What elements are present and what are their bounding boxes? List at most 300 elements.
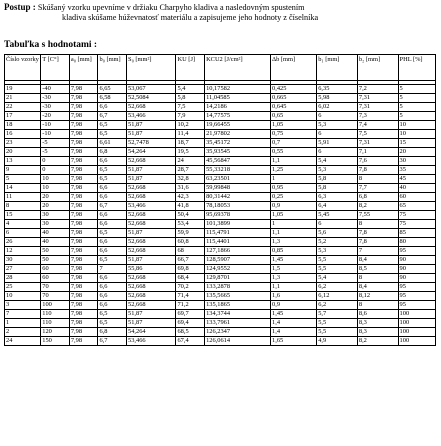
table-cell: 52,668 <box>127 238 176 247</box>
table-cell: 1,05 <box>271 211 317 220</box>
table-cell: 69,8 <box>176 265 205 274</box>
table-row <box>5 328 436 337</box>
table-cell: 69,7 <box>176 310 205 319</box>
table-cell: 8 <box>357 274 398 283</box>
table-cell: 0,665 <box>271 94 317 103</box>
table-cell: 70 <box>41 283 70 292</box>
column-header: PHL [%] <box>398 55 435 81</box>
table-cell: 6,65 <box>98 85 127 94</box>
table-cell: -5 <box>41 139 70 148</box>
table-cell: 19,66455 <box>205 121 271 130</box>
table-cell: 65 <box>398 202 435 211</box>
table-cell: 52,668 <box>127 103 176 112</box>
table-row <box>5 157 436 166</box>
table-cell: 5,7 <box>317 310 358 319</box>
table-cell: 6,58 <box>98 94 127 103</box>
table-cell: 110 <box>41 310 70 319</box>
table-cell: 135,5665 <box>205 292 271 301</box>
table-cell: 85 <box>398 229 435 238</box>
table-cell: 95 <box>398 247 435 256</box>
table-cell: 5 <box>398 103 435 112</box>
column-header: b₁ [mm] <box>317 55 358 81</box>
table-cell: -40 <box>41 85 70 94</box>
table-cell: 35 <box>398 166 435 175</box>
table-cell: 0,65 <box>271 112 317 121</box>
table-cell: 51,87 <box>127 229 176 238</box>
table-cell: 7 <box>357 247 398 256</box>
table-cell: 6,6 <box>98 274 127 283</box>
table-row <box>5 193 436 202</box>
table-cell: 7,98 <box>69 166 98 175</box>
table-cell: 0,7 <box>271 139 317 148</box>
table-cell: 90 <box>398 274 435 283</box>
table-cell: 7,3 <box>357 112 398 121</box>
table-cell: 70,2 <box>176 283 205 292</box>
table-cell: 59,9 <box>176 229 205 238</box>
table-cell: 21,97802 <box>205 130 271 139</box>
table-cell: 52,668 <box>127 193 176 202</box>
table-cell: 6,5 <box>98 310 127 319</box>
table-cell: 7 <box>98 265 127 274</box>
table-cell: 4 <box>5 220 41 229</box>
table-cell: 7,98 <box>69 283 98 292</box>
table-cell: 2 <box>5 328 41 337</box>
table-cell: 1,25 <box>271 166 317 175</box>
table-cell: 25 <box>5 283 41 292</box>
table-cell: 5,98 <box>317 94 358 103</box>
table-cell: 8,4 <box>357 283 398 292</box>
table-cell: 7,31 <box>357 103 398 112</box>
table-cell: 10,2 <box>176 121 205 130</box>
table-cell: 7,31 <box>357 139 398 148</box>
table-cell: 52,668 <box>127 184 176 193</box>
table-cell: 5,3 <box>317 166 358 175</box>
table-cell: 7,6 <box>357 157 398 166</box>
table-cell: 127,1866 <box>205 247 271 256</box>
table-cell: 7,2 <box>357 85 398 94</box>
table-cell: 1,05 <box>271 121 317 130</box>
table-cell: 28 <box>5 274 41 283</box>
table-cell: 50 <box>41 256 70 265</box>
table-cell: 51,87 <box>127 130 176 139</box>
table-cell: 54,264 <box>127 328 176 337</box>
table-cell: 51,87 <box>127 121 176 130</box>
table-cell: 126,2347 <box>205 328 271 337</box>
table-cell: 18,7 <box>176 139 205 148</box>
table-cell: 7,98 <box>69 337 98 346</box>
table-cell: 0,9 <box>271 301 317 310</box>
table-cell: 52,668 <box>127 274 176 283</box>
table-cell: 120 <box>41 328 70 337</box>
table-cell: 23 <box>5 139 41 148</box>
table-cell: 6,6 <box>98 184 127 193</box>
table-cell: 135,1865 <box>205 301 271 310</box>
table-cell: 5,4 <box>317 157 358 166</box>
table-row <box>5 337 436 346</box>
table-cell: -30 <box>41 103 70 112</box>
table-cell: 55,86 <box>127 265 176 274</box>
column-header: Číslo vzorky <box>5 55 41 81</box>
table-cell: 7,98 <box>69 184 98 193</box>
table-cell: 7,5 <box>176 103 205 112</box>
table-cell: 24 <box>176 157 205 166</box>
table-cell: 7,9 <box>176 112 205 121</box>
results-table <box>4 54 436 346</box>
column-header: KU [J] <box>176 55 205 81</box>
table-cell: 63,23501 <box>205 175 271 184</box>
table-cell: 6,6 <box>98 220 127 229</box>
table-cell: 5 <box>398 94 435 103</box>
table-cell: 6,2 <box>317 283 358 292</box>
table-row <box>5 220 436 229</box>
table-cell: 15 <box>5 211 41 220</box>
table-cell: 53,4 <box>176 220 205 229</box>
table-cell: 10 <box>398 121 435 130</box>
table-cell: 1 <box>271 175 317 184</box>
table-title: Tabuľka s hodnotami : <box>4 40 98 50</box>
table-cell: 53,466 <box>127 202 176 211</box>
table-cell: 11 <box>5 193 41 202</box>
table-cell: 70 <box>41 292 70 301</box>
table-cell: 5,8 <box>317 184 358 193</box>
table-cell: 7,98 <box>69 319 98 328</box>
table-cell: 7,98 <box>69 193 98 202</box>
table-cell: 7,31 <box>357 94 398 103</box>
table-cell: 5,2 <box>317 238 358 247</box>
table-cell: 10 <box>41 175 70 184</box>
column-header: b₂ [mm] <box>357 55 398 81</box>
table-cell: 11,4 <box>176 130 205 139</box>
table-cell: 40 <box>41 229 70 238</box>
table-cell: 6,12 <box>317 292 358 301</box>
table-cell: 8,3 <box>357 328 398 337</box>
table-cell: 55,33218 <box>205 166 271 175</box>
table-cell: 100 <box>398 328 435 337</box>
table-cell: 30 <box>5 256 41 265</box>
table-cell: 71,2 <box>176 301 205 310</box>
table-cell: 6,5 <box>98 130 127 139</box>
table-cell: 1 <box>271 220 317 229</box>
table-cell: 7,98 <box>69 256 98 265</box>
table-row <box>5 292 436 301</box>
table-cell: 20 <box>41 202 70 211</box>
table-cell: 1,4 <box>271 328 317 337</box>
table-cell: 8,2 <box>357 337 398 346</box>
table-cell: 5,8 <box>317 175 358 184</box>
table-cell: 78,18053 <box>205 202 271 211</box>
table-cell: 101,3899 <box>205 220 271 229</box>
table-cell: 53,067 <box>127 85 176 94</box>
table-cell: 6,5 <box>98 166 127 175</box>
table-cell: 24 <box>5 337 41 346</box>
table-cell: 6,5 <box>98 319 127 328</box>
table-cell: 6 <box>5 229 41 238</box>
table-row <box>5 238 436 247</box>
table-cell: 1,5 <box>271 265 317 274</box>
table-cell: 95 <box>398 292 435 301</box>
table-cell: 7,98 <box>69 94 98 103</box>
table-row <box>5 130 436 139</box>
table-cell: 6,7 <box>98 202 127 211</box>
column-header: b₀ [mm] <box>98 55 127 81</box>
table-cell: 134,3744 <box>205 310 271 319</box>
procedure-line-2: kladiva skúšame húževnatosť materiálu a zapisujeme jeho hodnoty z číselníka <box>62 13 319 22</box>
table-cell: 0,25 <box>271 193 317 202</box>
table-row <box>5 283 436 292</box>
table-cell: 128,5907 <box>205 256 271 265</box>
table-cell: 126,0614 <box>205 337 271 346</box>
table-cell: 59,99848 <box>205 184 271 193</box>
table-cell: 40 <box>398 184 435 193</box>
table-cell: 10 <box>398 130 435 139</box>
table-cell: 6,8 <box>357 193 398 202</box>
table-cell: 60 <box>41 265 70 274</box>
table-cell: 115,4401 <box>205 238 271 247</box>
table-cell: 19,5 <box>176 148 205 157</box>
table-cell: 60,8 <box>176 238 205 247</box>
table-cell: 6,6 <box>98 157 127 166</box>
table-row <box>5 301 436 310</box>
table-cell: 22 <box>5 103 41 112</box>
table-cell: 45,56847 <box>205 157 271 166</box>
table-row <box>5 166 436 175</box>
table-cell: 6,6 <box>98 103 127 112</box>
table-cell: 54,264 <box>127 148 176 157</box>
table-cell: 8,5 <box>357 265 398 274</box>
table-cell: -30 <box>41 94 70 103</box>
table-cell: 7,4 <box>357 121 398 130</box>
table-cell: 0 <box>41 166 70 175</box>
table-cell: 1,45 <box>271 256 317 265</box>
table-cell: 7,8 <box>357 166 398 175</box>
table-cell: 41,8 <box>176 202 205 211</box>
table-cell: 52,668 <box>127 247 176 256</box>
table-cell: 5,45 <box>317 211 358 220</box>
table-cell: 17 <box>5 112 41 121</box>
table-cell: 7,98 <box>69 265 98 274</box>
table-cell: 0,95 <box>271 184 317 193</box>
table-cell: 53,466 <box>127 337 176 346</box>
table-cell: 100 <box>41 301 70 310</box>
table-cell: 0 <box>41 157 70 166</box>
table-row <box>5 310 436 319</box>
table-cell: 8,12 <box>357 292 398 301</box>
table-cell: 7,5 <box>357 130 398 139</box>
table-cell: 5,5 <box>317 265 358 274</box>
table-cell: 0,9 <box>271 202 317 211</box>
table-cell: -10 <box>41 130 70 139</box>
table-cell: 6,8 <box>98 328 127 337</box>
table-cell: 115,4791 <box>205 229 271 238</box>
table-cell: 71,4 <box>176 292 205 301</box>
table-cell: 4,9 <box>317 337 358 346</box>
table-cell: 52,668 <box>127 220 176 229</box>
table-cell: 12 <box>5 247 41 256</box>
table-cell: 14 <box>5 184 41 193</box>
table-cell: 90 <box>398 256 435 265</box>
table-cell: 51,87 <box>127 310 176 319</box>
table-cell: 7,98 <box>69 247 98 256</box>
table-cell: 16 <box>5 130 41 139</box>
table-cell: 51,87 <box>127 319 176 328</box>
table-row <box>5 229 436 238</box>
table-cell: 7,98 <box>69 202 98 211</box>
table-cell: 6,02 <box>317 103 358 112</box>
table-cell: 42,3 <box>176 193 205 202</box>
table-cell: 1,4 <box>271 319 317 328</box>
table-cell: 60 <box>41 274 70 283</box>
table-cell: 5 <box>5 175 41 184</box>
table-cell: -5 <box>41 148 70 157</box>
table-row <box>5 184 436 193</box>
table-cell: 95 <box>398 301 435 310</box>
table-cell: 3 <box>5 301 41 310</box>
table-cell: 5,3 <box>317 121 358 130</box>
table-row <box>5 85 436 94</box>
table-cell: -10 <box>41 121 70 130</box>
table-cell: 6 <box>317 130 358 139</box>
table-cell: 51,87 <box>127 256 176 265</box>
table-cell: 6,6 <box>98 283 127 292</box>
table-cell: 100 <box>398 319 435 328</box>
table-cell: 8,2 <box>357 202 398 211</box>
table-cell: 5,91 <box>317 139 358 148</box>
table-cell: 20 <box>5 148 41 157</box>
table-cell: 52,668 <box>127 301 176 310</box>
table-cell: 19 <box>5 85 41 94</box>
table-cell: 6,6 <box>98 292 127 301</box>
table-cell: 30 <box>398 157 435 166</box>
table-cell: 80 <box>398 238 435 247</box>
column-header: a₀ [mm] <box>69 55 98 81</box>
table-cell: 10,17582 <box>205 85 271 94</box>
table-cell: 50 <box>41 247 70 256</box>
table-cell: 1,1 <box>271 229 317 238</box>
table-row <box>5 175 436 184</box>
table-cell: 5,5 <box>317 256 358 265</box>
table-cell: 6,5 <box>98 121 127 130</box>
table-cell: 7,98 <box>69 103 98 112</box>
column-header: T [C°] <box>41 55 70 81</box>
table-cell: 45 <box>398 175 435 184</box>
table-cell: 1,1 <box>271 157 317 166</box>
table-cell: 7,98 <box>69 328 98 337</box>
table-header-row <box>5 55 436 81</box>
table-row <box>5 319 436 328</box>
table-cell: 20 <box>41 193 70 202</box>
table-cell: 52,668 <box>127 292 176 301</box>
table-cell: 7,98 <box>69 310 98 319</box>
table-cell: 26 <box>5 238 41 247</box>
table-cell: 8,4 <box>357 256 398 265</box>
table-cell: 6 <box>317 148 358 157</box>
table-row <box>5 202 436 211</box>
table-cell: 80,31442 <box>205 193 271 202</box>
table-cell: 53,466 <box>127 112 176 121</box>
table-cell: 7,98 <box>69 292 98 301</box>
table-cell: 6,7 <box>98 337 127 346</box>
table-cell: 6 <box>317 112 358 121</box>
procedure-line-1: Skúšaný vzorku upevníme v držiaku Charpyho kladiva a nasledovným spustením <box>37 3 305 12</box>
table-cell: 6,35 <box>317 85 358 94</box>
table-cell: 8 <box>357 220 398 229</box>
table-cell: 7,98 <box>69 139 98 148</box>
table-cell: 95,69378 <box>205 211 271 220</box>
table-cell: 13 <box>5 157 41 166</box>
table-body <box>5 81 436 346</box>
table-cell: 1,1 <box>271 283 317 292</box>
table-cell: 8,6 <box>357 310 398 319</box>
table-cell: 11,04585 <box>205 94 271 103</box>
table-cell: 110 <box>41 319 70 328</box>
table-cell: 7,98 <box>69 130 98 139</box>
table-cell: 7,98 <box>69 112 98 121</box>
table-cell: 68 <box>176 247 205 256</box>
table-row <box>5 139 436 148</box>
table-cell: 67,4 <box>176 337 205 346</box>
table-cell: 1,3 <box>271 274 317 283</box>
table-cell: 6,6 <box>98 193 127 202</box>
table-cell: 68,5 <box>176 328 205 337</box>
table-cell: 7,98 <box>69 121 98 130</box>
table-cell: 150 <box>41 337 70 346</box>
table-row <box>5 247 436 256</box>
table-cell: 51,87 <box>127 166 176 175</box>
table-cell: 7,98 <box>69 301 98 310</box>
table-cell: 5,3 <box>317 247 358 256</box>
table-cell: 129,8701 <box>205 274 271 283</box>
table-cell: 7,8 <box>357 238 398 247</box>
table-row <box>5 103 436 112</box>
table-cell: 5,4 <box>176 85 205 94</box>
table-cell: 30 <box>41 211 70 220</box>
table-row <box>5 265 436 274</box>
table-cell: 5,4 <box>317 274 358 283</box>
table-cell: 66,7 <box>176 256 205 265</box>
table-cell: 95 <box>398 283 435 292</box>
table-cell: 7,98 <box>69 274 98 283</box>
table-cell: 1 <box>5 319 41 328</box>
table-cell: 6,2 <box>317 301 358 310</box>
table-cell: 52,668 <box>127 211 176 220</box>
table-cell: 8,3 <box>357 319 398 328</box>
table-cell: 9 <box>5 166 41 175</box>
table-cell: 10 <box>41 184 70 193</box>
table-cell: 75 <box>398 220 435 229</box>
table-cell: 15 <box>398 139 435 148</box>
table-cell: 5,5 <box>317 319 358 328</box>
table-cell: 69,4 <box>176 319 205 328</box>
table-cell: 1,3 <box>271 238 317 247</box>
table-cell: 133,2878 <box>205 283 271 292</box>
table-cell: 7,98 <box>69 238 98 247</box>
table-cell: 7,55 <box>357 211 398 220</box>
table-cell: 0,425 <box>271 85 317 94</box>
column-header: Δb [mm] <box>271 55 317 81</box>
table-cell: 6,5 <box>98 175 127 184</box>
table-cell: 6,7 <box>98 112 127 121</box>
table-cell: 28,7 <box>176 166 205 175</box>
table-cell: 18 <box>5 121 41 130</box>
table-cell: 7,98 <box>69 229 98 238</box>
table-cell: 10 <box>5 292 41 301</box>
table-cell: 35,93545 <box>205 148 271 157</box>
table-cell: 8 <box>357 175 398 184</box>
table-cell: 5,6 <box>317 229 358 238</box>
table-row <box>5 148 436 157</box>
table-cell: 52,7478 <box>127 139 176 148</box>
table-cell: 7,8 <box>357 229 398 238</box>
